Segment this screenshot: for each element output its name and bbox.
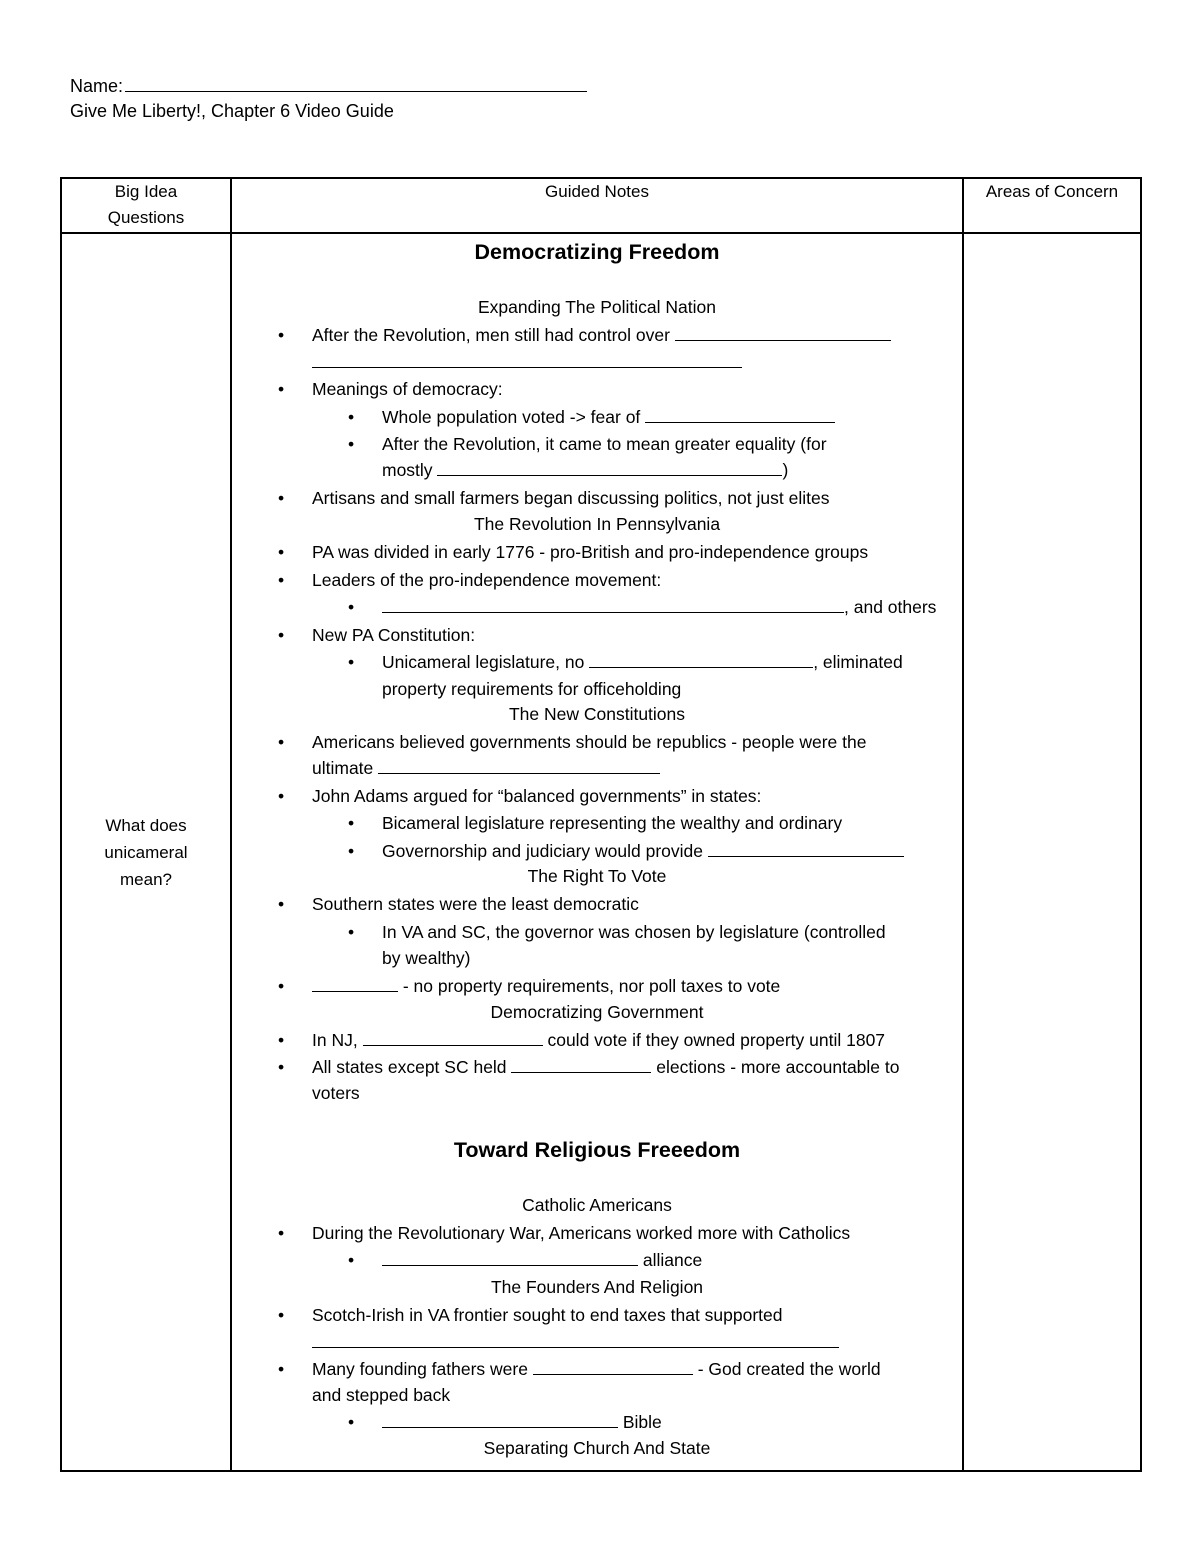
areas-of-concern-cell[interactable] (963, 233, 1141, 1471)
table-body-row (61, 233, 1141, 1471)
note-text: Governorship and judiciary would provide (382, 841, 704, 861)
fill-in-blank[interactable] (382, 1409, 618, 1428)
subheading-founders-religion: The Founders And Religion (490, 1277, 704, 1297)
note-bullet: • John Adams argued for “balanced governments” in states: (312, 783, 761, 809)
note-continuation (312, 349, 742, 375)
fill-in-blank[interactable] (382, 1247, 638, 1266)
note-text: ultimate (312, 758, 374, 778)
fill-in-blank[interactable] (312, 973, 398, 992)
note-bullet (312, 1027, 885, 1053)
name-field[interactable] (70, 74, 587, 97)
section-title-democratizing-freedom: Democratizing Freedom (474, 240, 720, 264)
name-blank-line[interactable] (125, 74, 587, 92)
note-bullet: • Southern states were the least democratic (312, 891, 639, 917)
guided-notes-cell (231, 233, 963, 1471)
document-title: Give Me Liberty!, Chapter 6 Video Guide (70, 101, 394, 121)
note-sub-bullet: • Bicameral legislature representing the wealthy and ordinary (382, 810, 842, 836)
section-title-religious-freedom: Toward Religious Freeedom (453, 1138, 741, 1162)
note-text: After the Revolution, men still had control over (312, 325, 670, 345)
note-sub-bullet (382, 649, 903, 675)
note-text: Unicameral legislature, no (382, 652, 585, 672)
note-sub-bullet: • In VA and SC, the governor was chosen by legislature (controlled (382, 919, 886, 945)
note-text: - no property requirements, nor poll taxes to vote (398, 976, 781, 996)
note-continuation (312, 1329, 839, 1355)
fill-in-blank[interactable] (363, 1027, 543, 1046)
note-text: - God created the world (697, 1359, 881, 1379)
note-sub-bullet (382, 1247, 702, 1273)
fill-in-blank[interactable] (511, 1054, 651, 1073)
fill-in-blank[interactable] (589, 649, 813, 668)
question-line1: What does (105, 815, 187, 835)
note-text: All states except SC held (312, 1057, 507, 1077)
fill-in-blank[interactable] (312, 1329, 839, 1348)
note-bullet: • Leaders of the pro-independence movement: (312, 567, 661, 593)
header-big-idea-line1: Big Idea (114, 182, 178, 201)
note-sub-bullet (382, 1409, 662, 1435)
subheading-right-to-vote: The Right To Vote (527, 866, 667, 886)
note-text: alliance (642, 1250, 703, 1270)
header-guided-notes: Guided Notes (231, 178, 963, 233)
note-continuation: and stepped back (312, 1385, 451, 1405)
note-continuation: mostly ) (382, 457, 788, 483)
question-line3: mean? (120, 869, 172, 889)
note-bullet: • New PA Constitution: (312, 622, 475, 648)
subheading-separating-church-state: Separating Church And State (483, 1438, 711, 1458)
note-bullet: • During the Revolutionary War, Americans worked more with Catholics (312, 1220, 850, 1246)
note-bullet (312, 1356, 881, 1382)
fill-in-blank[interactable] (708, 838, 904, 857)
note-text: , and others (844, 597, 937, 617)
note-bullet (312, 1054, 900, 1080)
note-text: Bible (622, 1412, 662, 1432)
note-text: elections - more accountable to (656, 1057, 900, 1077)
note-sub-bullet (382, 838, 904, 864)
fill-in-blank[interactable] (312, 349, 742, 368)
note-continuation: by wealthy) (382, 948, 471, 968)
note-continuation: property requirements for officeholding (382, 679, 682, 699)
note-text: Whole population voted -> fear of (382, 407, 641, 427)
note-continuation (312, 755, 660, 781)
note-sub-bullet: • After the Revolution, it came to mean greater equality (for (382, 431, 827, 457)
fill-in-blank[interactable] (382, 594, 844, 613)
note-bullet: • PA was divided in early 1776 - pro-British and pro-independence groups (312, 539, 868, 565)
header-big-idea-line2: Questions (107, 208, 185, 227)
subheading-new-constitutions: The New Constitutions (508, 704, 686, 724)
fill-in-blank[interactable] (533, 1356, 693, 1375)
fill-in-blank[interactable] (675, 322, 891, 341)
header-areas-of-concern: Areas of Concern (963, 178, 1141, 233)
fill-in-blank[interactable] (378, 755, 660, 774)
subheading-democratizing-government: Democratizing Government (490, 1002, 704, 1022)
note-bullet: • Scotch-Irish in VA frontier sought to end taxes that supported (312, 1302, 783, 1328)
note-text: Many founding fathers were (312, 1359, 528, 1379)
guided-notes-table (60, 177, 1142, 1472)
note-bullet: • Meanings of democracy: (312, 376, 503, 402)
fill-in-blank[interactable] (437, 457, 782, 476)
big-idea-question-cell (61, 233, 231, 1471)
fill-in-blank[interactable] (645, 404, 835, 423)
question-line2: unicameral (104, 842, 188, 862)
table-header-row (61, 178, 1141, 233)
note-text: , eliminated (813, 652, 903, 672)
subheading-revolution-pennsylvania: The Revolution In Pennsylvania (473, 514, 721, 534)
note-bullet (312, 322, 891, 348)
header-big-idea-questions (61, 178, 231, 233)
note-bullet: • Americans believed governments should be republics - people were the (312, 729, 866, 755)
note-continuation: voters (312, 1083, 360, 1103)
subheading-catholic-americans: Catholic Americans (522, 1195, 672, 1215)
note-text: could vote if they owned property until 1807 (547, 1030, 886, 1050)
note-bullet (312, 973, 780, 999)
note-sub-bullet (382, 594, 936, 620)
note-text: mostly (382, 460, 433, 480)
note-text: In NJ, (312, 1030, 358, 1050)
name-label: Name: (70, 76, 124, 96)
note-sub-bullet (382, 404, 835, 430)
note-bullet: • Artisans and small farmers began discussing politics, not just elites (312, 485, 829, 511)
subheading-expanding-political-nation: Expanding The Political Nation (477, 297, 717, 317)
